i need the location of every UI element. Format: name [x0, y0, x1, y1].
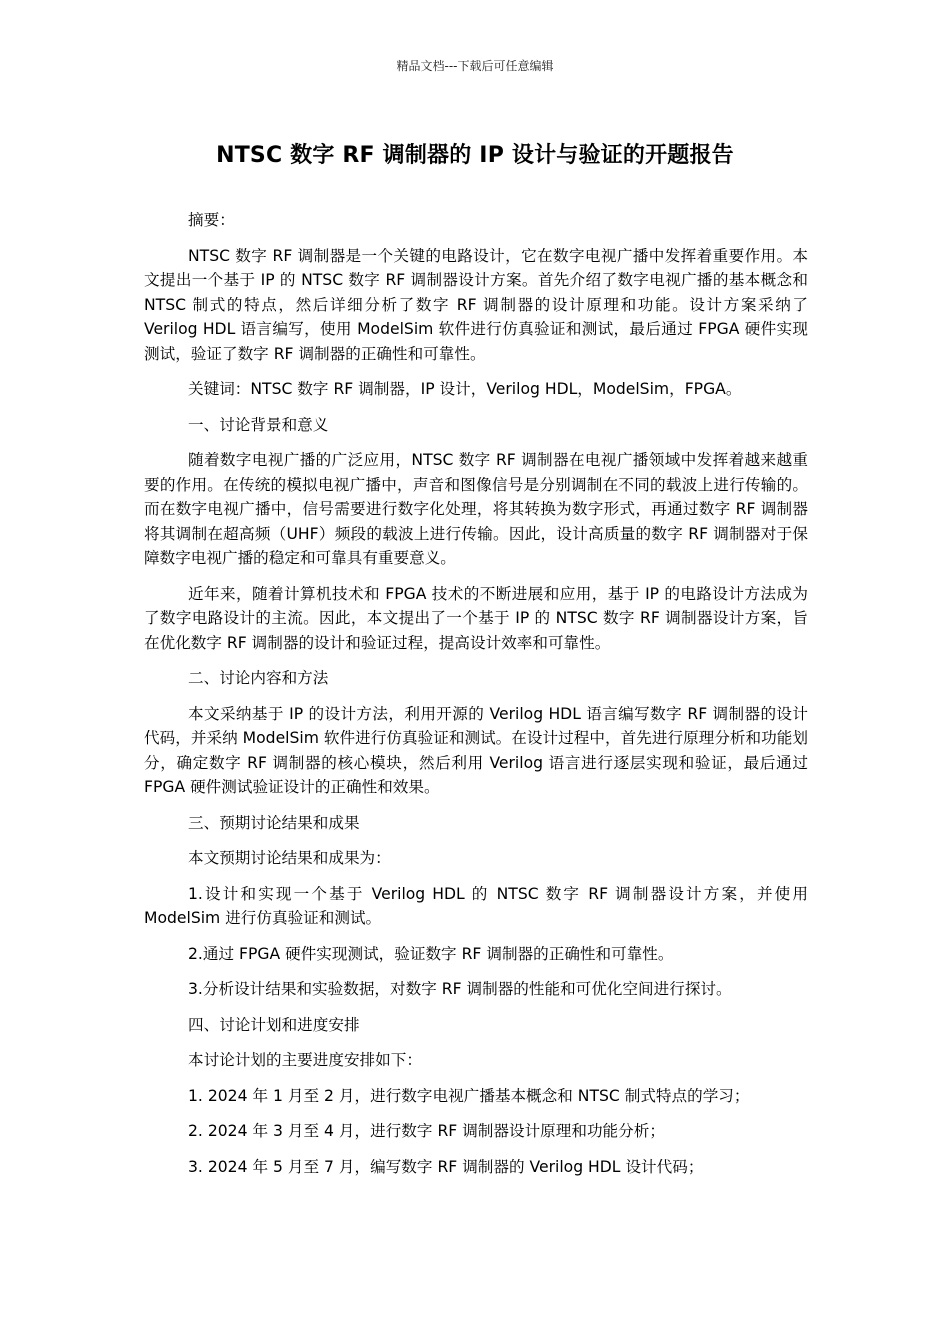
section-heading-methods: 二、讨论内容和方法: [188, 669, 329, 687]
document-body: [144, 208, 808, 1190]
results-item-1: 1.设计和实现一个基于 Verilog HDL 的 NTSC 数字 RF 调制器设计方案，并使用 ModelSim 进行仿真验证和测试。: [144, 884, 808, 927]
results-item-3: 3.分析设计结果和实验数据，对数字 RF 调制器的性能和可优化空间进行探讨。: [188, 980, 732, 998]
document-title: NTSC 数字 RF 调制器的 IP 设计与验证的开题报告: [216, 143, 734, 168]
schedule-item-3: 3. 2024 年 5 月至 7 月，编写数字 RF 调制器的 Verilog HDL 设计代码；: [188, 1157, 704, 1176]
methods-paragraph: 本文采纳基于 IP 的设计方法，利用开源的 Verilog HDL 语言编写数字 RF 调制器的设计代码，并采纳 ModelSim 软件进行仿真验证和测试。在设计过程中，首先进行原理分析和功能划分，确定数字 RF 调制器的核心模块，然后利用 Verilog 语言进行逐层实现和验证，最后通过 FPGA 硬件测试验证设计的正确性和效果。: [144, 704, 808, 796]
results-intro: 本文预期讨论结果和成果为：: [188, 849, 391, 867]
keywords-line: 关键词：NTSC 数字 RF 调制器，IP 设计，Verilog HDL，ModelSim，FPGA。: [188, 380, 742, 398]
results-item-2: 2.通过 FPGA 硬件实现测试，验证数字 RF 调制器的正确性和可靠性。: [188, 944, 674, 963]
abstract-heading: 摘要：: [188, 211, 235, 229]
section-heading-schedule: 四、讨论计划和进度安排: [188, 1015, 360, 1034]
schedule-intro: 本讨论计划的主要进度安排如下：: [188, 1051, 422, 1069]
section-heading-background: 一、讨论背景和意义: [188, 415, 329, 434]
schedule-item-1: 1. 2024 年 1 月至 2 月，进行数字电视广播基本概念和 NTSC 制式特点的学习；: [188, 1086, 750, 1105]
section-heading-results: 三、预期讨论结果和成果: [188, 813, 360, 832]
page-header-note: 精品文档---下载后可任意编辑: [396, 59, 554, 73]
abstract-paragraph: NTSC 数字 RF 调制器是一个关键的电路设计，它在数字电视广播中发挥着重要作用。本文提出一个基于 IP 的 NTSC 数字 RF 调制器设计方案。首先介绍了数字电视广播的基本概念和 NTSC 制式的特点，然后详细分析了数字 RF 调制器的设计原理和功能。设计方案采纳了 Verilog HDL 语言编写，使用 ModelSim 软件进行仿真验证和测试，最后通过 FPGA 硬件实现测试，验证了数字 RF 调制器的正确性和可靠性。: [144, 246, 808, 363]
background-paragraph-2: 近年来，随着计算机技术和 FPGA 技术的不断进展和应用，基于 IP 的电路设计方法成为了数字电路设计的主流。因此，本文提出了一个基于 IP 的 NTSC 数字 RF 调制器设计方案，旨在优化数字 RF 调制器的设计和验证过程，提高设计效率和可靠性。: [144, 584, 808, 652]
background-paragraph-1: 随着数字电视广播的广泛应用，NTSC 数字 RF 调制器在电视广播领域中发挥着越来越重要的作用。在传统的模拟电视广播中，声音和图像信号是分别调制在不同的载波上进行传输的。而在数字电视广播中，信号需要进行数字化处理，将其转换为数字形式，再通过数字 RF 调制器将其调制在超高频（UHF）频段的载波上进行传输。因此，设计高质量的数字 RF 调制器对于保障数字电视广播的稳定和可靠具有重要意义。: [144, 451, 808, 567]
schedule-item-2: 2. 2024 年 3 月至 4 月，进行数字 RF 调制器设计原理和功能分析；: [188, 1122, 665, 1140]
